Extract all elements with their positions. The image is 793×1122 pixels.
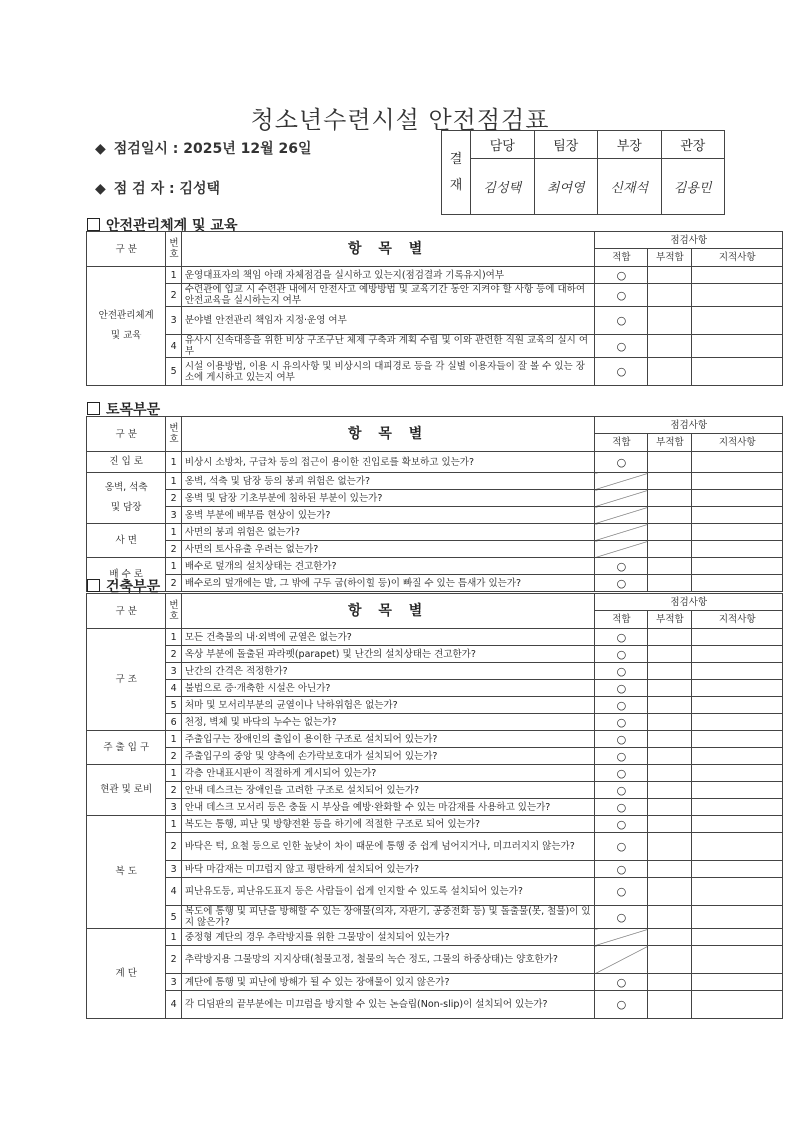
checkbox-icon (87, 579, 100, 592)
ok-mark: ○ (595, 680, 648, 697)
table-row (87, 799, 783, 816)
ok-mark: ○ (595, 861, 648, 878)
inspection-table (86, 416, 783, 592)
table-row (87, 575, 783, 592)
bad-cell (648, 799, 692, 816)
not-applicable-slash (595, 507, 648, 524)
table-row (87, 541, 783, 558)
category-cell: 옹벽, 석축 및 담장 (87, 473, 166, 524)
ok-mark: ○ (595, 284, 648, 307)
role-director: 관장 (661, 131, 725, 159)
notes-cell (692, 680, 783, 697)
bad-cell (648, 833, 692, 861)
table-row (87, 991, 783, 1019)
bad-cell (648, 946, 692, 974)
item-text: 배수로 덮개의 설치상태는 견고한가? (181, 558, 595, 575)
category-cell: 안전관리체계 및 교육 (87, 267, 166, 386)
approval-label (442, 131, 471, 215)
notes-cell (692, 629, 783, 646)
header-notes: 지적사항 (692, 434, 783, 452)
table-row (87, 358, 783, 386)
table-row (87, 646, 783, 663)
table-row (87, 663, 783, 680)
ok-mark: ○ (595, 663, 648, 680)
notes-cell (692, 974, 783, 991)
notes-cell (692, 861, 783, 878)
table-row (87, 748, 783, 765)
header-number: 번호 (166, 232, 181, 267)
item-text: 운영대표자의 책임 아래 자체점검을 실시하고 있는지(점검결과 기록유지)여부 (181, 267, 595, 284)
table-row (87, 490, 783, 507)
notes-cell (692, 307, 783, 335)
bad-cell (648, 816, 692, 833)
item-text: 옹벽 및 담장 기초부분에 침하된 부분이 있는가? (181, 490, 595, 507)
item-text: 유사시 신속대응을 위한 비상 구조구난 체제 구축과 계획 수립 및 이와 관련한 직원 교육의 실시 여부 (181, 335, 595, 358)
notes-cell (692, 335, 783, 358)
notes-cell (692, 541, 783, 558)
item-number: 1 (166, 473, 181, 490)
item-number: 3 (166, 861, 181, 878)
signature-manager: 신재석 (598, 159, 662, 215)
notes-cell (692, 452, 783, 473)
table-row (87, 307, 783, 335)
item-text: 천정, 벽체 및 바닥의 누수는 없는가? (181, 714, 595, 731)
bad-cell (648, 646, 692, 663)
section-title-text: 토목부문 (106, 402, 161, 418)
header-bad: 부적합 (648, 611, 692, 629)
category-cell: 배 수 로 (87, 558, 166, 592)
item-text: 시설 이용방법, 이용 시 유의사항 및 비상시의 대피경로 등을 각 실별 이용자들이 잘 볼 수 있는 장소에 게시하고 있는지 여부 (181, 358, 595, 386)
table-row (87, 452, 783, 473)
notes-cell (692, 284, 783, 307)
table-row (87, 731, 783, 748)
item-number: 3 (166, 507, 181, 524)
item-number: 3 (166, 307, 181, 335)
ok-mark: ○ (595, 558, 648, 575)
section-title-text: 안전관리체계 및 교육 (106, 218, 238, 234)
bad-cell (648, 748, 692, 765)
table-row (87, 680, 783, 697)
item-number: 2 (166, 646, 181, 663)
item-number: 2 (166, 541, 181, 558)
ok-mark: ○ (595, 782, 648, 799)
item-text: 계단에 통행 및 피난에 방해가 될 수 있는 장애물이 있지 않은가? (181, 974, 595, 991)
ok-mark: ○ (595, 646, 648, 663)
item-text: 처마 및 모서리부분의 균열이나 낙하위험은 없는가? (181, 697, 595, 714)
item-text: 복도는 통행, 피난 및 방향전환 등을 하기에 적절한 구조로 되어 있는가? (181, 816, 595, 833)
item-text: 비상시 소방차, 구급차 등의 접근이 용이한 진입로를 확보하고 있는가? (181, 452, 595, 473)
table-row (87, 782, 783, 799)
bad-cell (648, 680, 692, 697)
item-text: 사면의 붕괴 위험은 없는가? (181, 524, 595, 541)
header-check: 점검사항 (595, 594, 783, 611)
item-number: 2 (166, 575, 181, 592)
bad-cell (648, 558, 692, 575)
checkbox-icon (87, 402, 100, 415)
not-applicable-slash (595, 929, 648, 946)
diamond-icon: ◆ (95, 141, 106, 157)
item-text: 바닥은 턱, 요철 등으로 인한 높낮이 차이 때문에 통행 중 쉽게 넘어지거나, 미끄러지지 않는가? (181, 833, 595, 861)
ok-mark: ○ (595, 697, 648, 714)
item-number: 5 (166, 906, 181, 929)
notes-cell (692, 782, 783, 799)
item-text: 주출입구는 장애인의 출입이 용이한 구조로 설치되어 있는가? (181, 731, 595, 748)
item-text: 복도에 통행 및 피난을 방해할 수 있는 장애물(의자, 자판기, 공중전화 등) 및 돌출물(못, 철물)이 있지 않은가? (181, 906, 595, 929)
ok-mark: ○ (595, 816, 648, 833)
header-number: 번호 (166, 594, 181, 629)
table-row (87, 833, 783, 861)
item-number: 4 (166, 680, 181, 697)
inspector (95, 178, 220, 198)
item-text: 모든 건축물의 내·외벽에 균열은 없는가? (181, 629, 595, 646)
notes-cell (692, 646, 783, 663)
item-text: 분야별 안전관리 책임자 지정·운영 여부 (181, 307, 595, 335)
inspection-table (86, 231, 783, 386)
item-number: 3 (166, 799, 181, 816)
bad-cell (648, 929, 692, 946)
ok-mark: ○ (595, 358, 648, 386)
item-text: 추락방지용 그물망의 지지상태(철물고정, 철물의 녹슨 정도, 그물의 하중상태)는 양호한가? (181, 946, 595, 974)
ok-mark: ○ (595, 765, 648, 782)
approval-label-bottom: 재 (449, 177, 463, 193)
table-row (87, 524, 783, 541)
item-number: 2 (166, 748, 181, 765)
table-row (87, 906, 783, 929)
table-row (87, 629, 783, 646)
bad-cell (648, 307, 692, 335)
notes-cell (692, 663, 783, 680)
notes-cell (692, 524, 783, 541)
table-row (87, 929, 783, 946)
bad-cell (648, 267, 692, 284)
header-items: 항 목 별 (181, 232, 595, 267)
header-ok: 적합 (595, 249, 648, 267)
bad-cell (648, 452, 692, 473)
notes-cell (692, 946, 783, 974)
category-cell: 구 조 (87, 629, 166, 731)
item-text: 불법으로 증·개축한 시설은 아닌가? (181, 680, 595, 697)
not-applicable-slash (595, 490, 648, 507)
inspection-table (86, 593, 783, 1019)
item-number: 6 (166, 714, 181, 731)
item-text: 각층 안내표시판이 적절하게 게시되어 있는가? (181, 765, 595, 782)
notes-cell (692, 748, 783, 765)
role-staff: 담당 (471, 131, 535, 159)
signature-team-lead: 최여영 (534, 159, 598, 215)
header-items: 항 목 별 (181, 417, 595, 452)
inspector-text: 점 검 자 : 김성택 (113, 181, 221, 197)
table-row (87, 816, 783, 833)
ok-mark: ○ (595, 833, 648, 861)
item-number: 1 (166, 558, 181, 575)
header-bad: 부적합 (648, 434, 692, 452)
approval-box (441, 130, 725, 215)
inspection-date-text: 점검일시 : 2025년 12월 26일 (113, 141, 312, 157)
bad-cell (648, 906, 692, 929)
bad-cell (648, 629, 692, 646)
bad-cell (648, 358, 692, 386)
category-cell: 진 입 로 (87, 452, 166, 473)
header-ok: 적합 (595, 434, 648, 452)
notes-cell (692, 473, 783, 490)
table-row (87, 946, 783, 974)
table-row (87, 267, 783, 284)
item-number: 1 (166, 452, 181, 473)
table-row (87, 507, 783, 524)
item-number: 1 (166, 765, 181, 782)
bad-cell (648, 335, 692, 358)
category-cell: 현관 및 로비 (87, 765, 166, 816)
notes-cell (692, 358, 783, 386)
ok-mark: ○ (595, 714, 648, 731)
item-text: 옹벽 부분에 배부름 현상이 있는가? (181, 507, 595, 524)
not-applicable-slash (595, 473, 648, 490)
bad-cell (648, 765, 692, 782)
notes-cell (692, 714, 783, 731)
bad-cell (648, 541, 692, 558)
bad-cell (648, 878, 692, 906)
item-text: 배수로의 덮개에는 발, 그 밖에 구두 굽(하이힐 등)이 빠질 수 있는 틈새가 있는가? (181, 575, 595, 592)
role-team-lead: 팀장 (534, 131, 598, 159)
header-notes: 지적사항 (692, 249, 783, 267)
table-row (87, 558, 783, 575)
header-ok: 적합 (595, 611, 648, 629)
bad-cell (648, 991, 692, 1019)
table-row (87, 861, 783, 878)
item-number: 4 (166, 335, 181, 358)
ok-mark: ○ (595, 799, 648, 816)
header-category: 구 분 (87, 417, 166, 452)
notes-cell (692, 816, 783, 833)
item-number: 4 (166, 878, 181, 906)
bad-cell (648, 714, 692, 731)
signature-director: 김용민 (661, 159, 725, 215)
item-number: 1 (166, 267, 181, 284)
item-number: 1 (166, 816, 181, 833)
item-number: 1 (166, 524, 181, 541)
item-number: 2 (166, 833, 181, 861)
category-cell: 복 도 (87, 816, 166, 929)
table-row (87, 765, 783, 782)
bad-cell (648, 490, 692, 507)
ok-mark: ○ (595, 878, 648, 906)
notes-cell (692, 991, 783, 1019)
header-check: 점검사항 (595, 232, 783, 249)
item-number: 2 (166, 946, 181, 974)
ok-mark: ○ (595, 731, 648, 748)
approval-label-top: 결 (449, 151, 463, 167)
table-row (87, 284, 783, 307)
ok-mark: ○ (595, 575, 648, 592)
item-number: 3 (166, 974, 181, 991)
notes-cell (692, 833, 783, 861)
inspection-date (95, 138, 311, 158)
notes-cell (692, 929, 783, 946)
item-text: 옹벽, 석축 및 담장 등의 붕괴 위험은 없는가? (181, 473, 595, 490)
notes-cell (692, 267, 783, 284)
table-row (87, 714, 783, 731)
checkbox-icon (87, 218, 100, 231)
item-text: 중정형 계단의 경우 추락방지를 위한 그물망이 설치되어 있는가? (181, 929, 595, 946)
item-number: 2 (166, 490, 181, 507)
item-number: 5 (166, 358, 181, 386)
bad-cell (648, 697, 692, 714)
bad-cell (648, 575, 692, 592)
ok-mark: ○ (595, 974, 648, 991)
header-notes: 지적사항 (692, 611, 783, 629)
item-number: 1 (166, 731, 181, 748)
table-row (87, 697, 783, 714)
notes-cell (692, 507, 783, 524)
item-number: 5 (166, 697, 181, 714)
ok-mark: ○ (595, 991, 648, 1019)
signature-staff: 김성택 (471, 159, 535, 215)
item-text: 각 디딤판의 끝부분에는 미끄럼을 방지할 수 있는 논슬립(Non-slip)이 설치되어 있는가? (181, 991, 595, 1019)
item-text: 난간의 간격은 적정한가? (181, 663, 595, 680)
notes-cell (692, 765, 783, 782)
header-bad: 부적합 (648, 249, 692, 267)
bad-cell (648, 861, 692, 878)
item-text: 피난유도등, 피난유도표지 등은 사람들이 쉽게 인지할 수 있도록 설치되어 있는가? (181, 878, 595, 906)
notes-cell (692, 878, 783, 906)
ok-mark: ○ (595, 267, 648, 284)
header-check: 점검사항 (595, 417, 783, 434)
ok-mark: ○ (595, 452, 648, 473)
document-title: 청소년수련시설 안전점검표 (250, 106, 550, 134)
header-category: 구 분 (87, 232, 166, 267)
header-items: 항 목 별 (181, 594, 595, 629)
not-applicable-slash (595, 946, 648, 974)
item-number: 2 (166, 284, 181, 307)
item-text: 주출입구의 중앙 및 양측에 손가락보호대가 설치되어 있는가? (181, 748, 595, 765)
table-row (87, 473, 783, 490)
table-row (87, 335, 783, 358)
bad-cell (648, 731, 692, 748)
notes-cell (692, 731, 783, 748)
header-category: 구 분 (87, 594, 166, 629)
category-cell: 사 면 (87, 524, 166, 558)
ok-mark: ○ (595, 307, 648, 335)
ok-mark: ○ (595, 906, 648, 929)
item-text: 바닥 마감재는 미끄럽지 않고 평탄하게 설치되어 있는가? (181, 861, 595, 878)
item-number: 1 (166, 929, 181, 946)
item-number: 3 (166, 663, 181, 680)
diamond-icon: ◆ (95, 181, 106, 197)
ok-mark: ○ (595, 629, 648, 646)
notes-cell (692, 558, 783, 575)
ok-mark: ○ (595, 335, 648, 358)
not-applicable-slash (595, 524, 648, 541)
category-cell: 계 단 (87, 929, 166, 1019)
bad-cell (648, 284, 692, 307)
item-text: 옥상 부분에 돌출된 파라펫(parapet) 및 난간의 설치상태는 견고한가? (181, 646, 595, 663)
item-number: 4 (166, 991, 181, 1019)
category-cell: 주 출 입 구 (87, 731, 166, 765)
item-number: 2 (166, 782, 181, 799)
item-text: 안내 데스크는 장애인을 고려한 구조로 설치되어 있는가? (181, 782, 595, 799)
bad-cell (648, 663, 692, 680)
notes-cell (692, 799, 783, 816)
table-row (87, 878, 783, 906)
bad-cell (648, 507, 692, 524)
role-manager: 부장 (598, 131, 662, 159)
notes-cell (692, 906, 783, 929)
not-applicable-slash (595, 541, 648, 558)
bad-cell (648, 974, 692, 991)
section-title-text: 건축부문 (106, 579, 161, 595)
bad-cell (648, 473, 692, 490)
bad-cell (648, 782, 692, 799)
header-number: 번호 (166, 417, 181, 452)
notes-cell (692, 697, 783, 714)
bad-cell (648, 524, 692, 541)
item-text: 사면의 토사유출 우려는 없는가? (181, 541, 595, 558)
notes-cell (692, 490, 783, 507)
table-row (87, 974, 783, 991)
ok-mark: ○ (595, 748, 648, 765)
item-text: 수련관에 입교 시 수련관 내에서 안전사고 예방방법 및 교육기간 동안 지켜야 할 사항 등에 대하여 안전교육을 실시하는지 여부 (181, 284, 595, 307)
item-text: 안내 데스크 모서리 등은 충돌 시 부상을 예방·완화할 수 있는 마감재를 사용하고 있는가? (181, 799, 595, 816)
item-number: 1 (166, 629, 181, 646)
notes-cell (692, 575, 783, 592)
